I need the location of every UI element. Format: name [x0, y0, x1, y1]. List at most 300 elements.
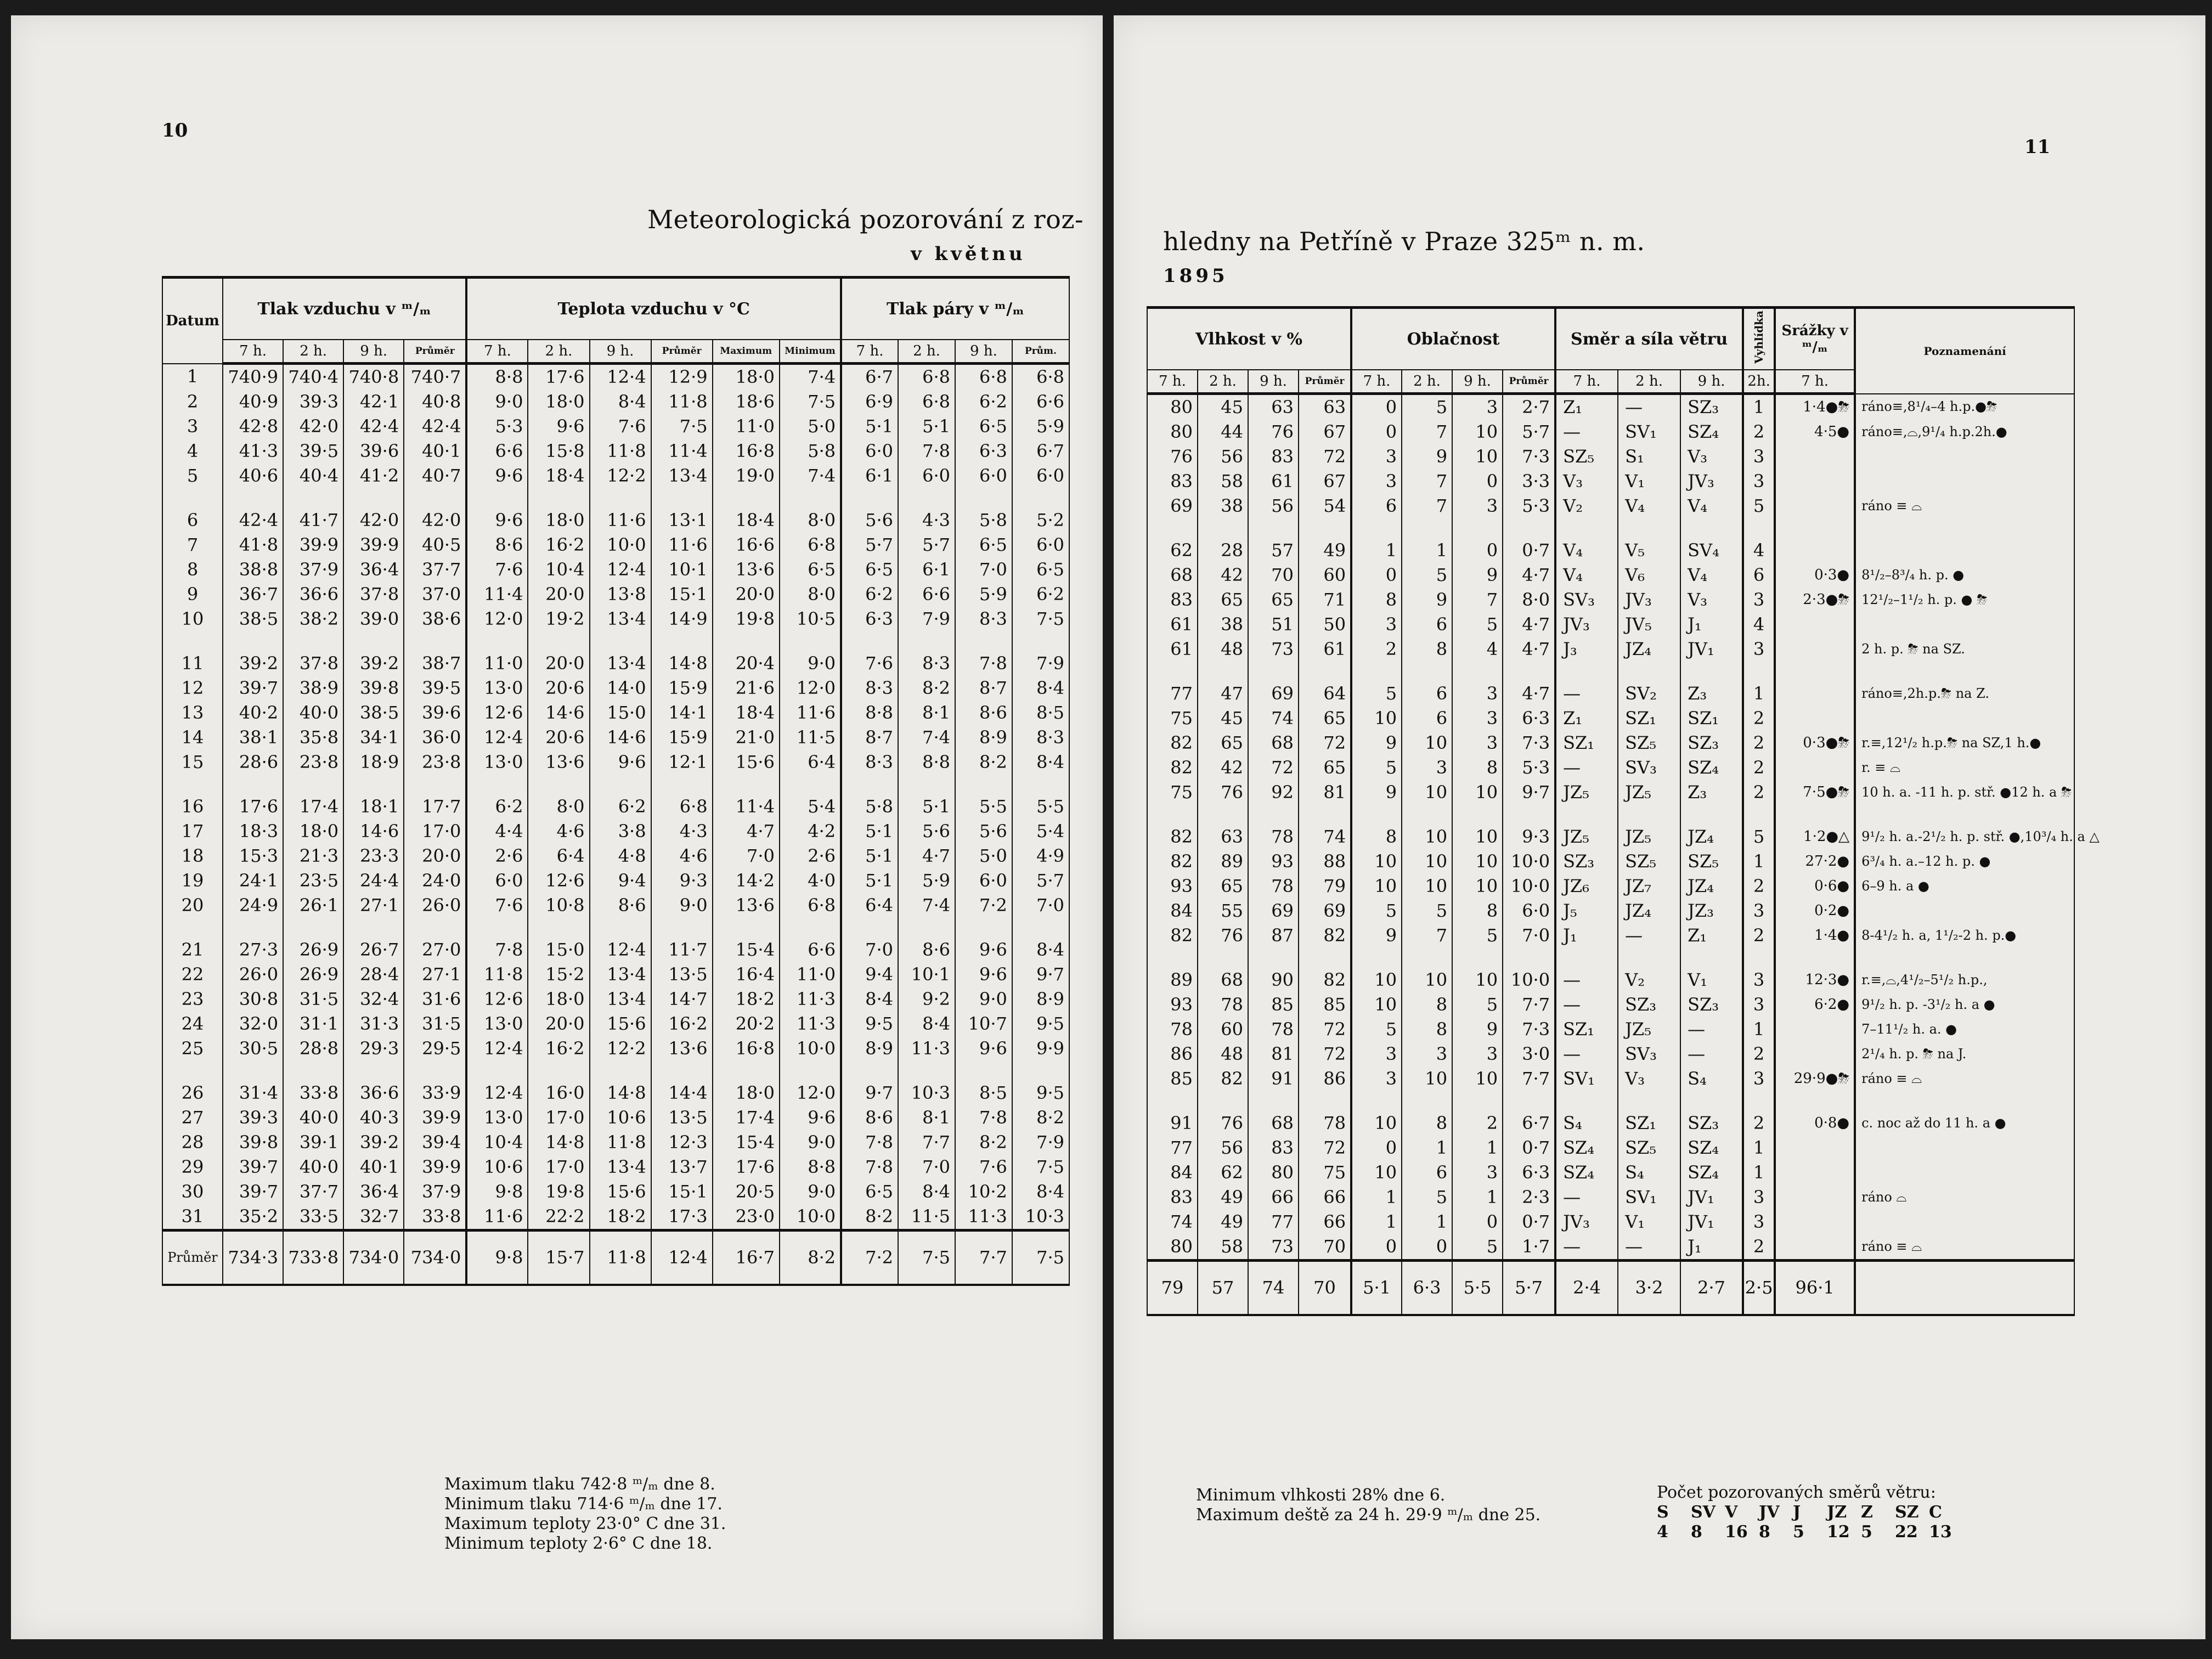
value-cell: 7·3 [1503, 731, 1555, 755]
value-cell: 9·6 [780, 1105, 841, 1130]
value-cell: 62 [1198, 1160, 1248, 1185]
value-cell: 9·0 [466, 390, 528, 414]
spacer-cell [651, 631, 713, 651]
value-cell: 39·7 [223, 676, 283, 701]
value-cell: 31·5 [283, 987, 343, 1012]
value-cell: 48 [1198, 637, 1248, 662]
value-cell: 9·6 [955, 1036, 1012, 1061]
day-cell: 5 [162, 464, 223, 488]
remark-cell: 2 h. p. ⛈ na SZ. [1855, 637, 2074, 662]
value-cell: 33·8 [283, 1081, 343, 1105]
value-cell: 10 [1402, 780, 1452, 805]
spacer-cell [283, 775, 343, 794]
value-cell: 40·5 [404, 533, 466, 557]
value-cell: 31·5 [404, 1012, 466, 1036]
value-cell: 5·6 [841, 508, 898, 533]
value-cell: 63 [1299, 394, 1351, 420]
value-cell: 76 [1248, 420, 1299, 444]
spacer-cell [955, 631, 1012, 651]
value-cell: 2·3 [1503, 1185, 1555, 1210]
value-cell: 10 [1452, 874, 1503, 899]
value-cell: 5·0 [780, 414, 841, 439]
value-cell: JZ₅ [1618, 780, 1680, 805]
average-cell: 5·5 [1452, 1261, 1503, 1316]
value-cell: 61 [1147, 637, 1198, 662]
value-cell: SZ₅ [1680, 849, 1743, 874]
value-cell: 6·8 [955, 364, 1012, 390]
value-cell: 12·0 [466, 607, 528, 631]
spacer-cell [898, 631, 955, 651]
subheader-2h: 2 h. [528, 340, 589, 364]
value-cell: 3 [1452, 494, 1503, 518]
value-cell: 10·3 [1012, 1204, 1069, 1231]
value-cell: 13·6 [528, 750, 589, 775]
value-cell: 8·0 [780, 582, 841, 607]
spacer-cell [1198, 805, 1248, 825]
value-cell: 15·3 [223, 844, 283, 868]
spacer-cell [1503, 518, 1555, 538]
value-cell: 17·3 [651, 1204, 713, 1231]
value-cell: 12·3 [651, 1130, 713, 1155]
value-cell: 9·6 [466, 508, 528, 533]
value-cell: 39·8 [343, 676, 404, 701]
value-cell: 10·0 [1503, 968, 1555, 992]
value-cell: 8·6 [898, 938, 955, 962]
value-cell: 92 [1248, 780, 1299, 805]
value-cell: 39·9 [283, 533, 343, 557]
average-cell: 11·8 [590, 1231, 651, 1285]
subheader-prumer: Průměr [1503, 370, 1555, 394]
subheader-prumer: Průměr [1299, 370, 1351, 394]
subheader-7h: 7 h. [1775, 370, 1855, 394]
value-cell: 5·1 [898, 414, 955, 439]
value-cell: 7·3 [1503, 1017, 1555, 1042]
value-cell: 14·8 [590, 1081, 651, 1105]
spacer-cell [223, 631, 283, 651]
value-cell: 5·3 [1503, 494, 1555, 518]
average-cell: 8·2 [780, 1231, 841, 1285]
value-cell: 8·7 [955, 676, 1012, 701]
spacer-cell [1299, 948, 1351, 968]
value-cell: 69 [1248, 899, 1299, 923]
value-cell: 1 [1402, 1210, 1452, 1234]
value-cell: SZ₅ [1618, 731, 1680, 755]
value-cell: 3 [1351, 469, 1402, 494]
value-cell: JZ₆ [1555, 874, 1618, 899]
value-cell: 13·4 [590, 607, 651, 631]
value-cell: 41·7 [283, 508, 343, 533]
precip-cell [1775, 706, 1855, 731]
spacer-cell [590, 775, 651, 794]
value-cell: V₄ [1555, 538, 1618, 563]
note-max-temp: Maximum teploty 23·0° C dne 31. [444, 1514, 726, 1533]
value-cell: 72 [1248, 755, 1299, 780]
year-subtitle: 1895 [1163, 265, 1228, 287]
precip-cell: 1·4● [1775, 923, 1855, 948]
value-cell: 57 [1248, 538, 1299, 563]
value-cell: 39·2 [343, 1130, 404, 1155]
value-cell: 10 [1351, 874, 1402, 899]
value-cell: 2 [1743, 706, 1775, 731]
value-cell: 11·5 [898, 1204, 955, 1231]
value-cell: V₃ [1680, 444, 1743, 469]
spacer-cell [1402, 948, 1452, 968]
value-cell: J₁ [1680, 1234, 1743, 1261]
value-cell: 10 [1452, 825, 1503, 849]
value-cell: 10 [1351, 849, 1402, 874]
wind-direction-count: 16 [1725, 1522, 1748, 1542]
value-cell: 8·6 [841, 1105, 898, 1130]
value-cell: 6 [1743, 563, 1775, 588]
table-row [1147, 637, 2074, 662]
value-cell: 17·4 [283, 794, 343, 819]
value-cell: 40·9 [223, 390, 283, 414]
average-row [162, 1231, 1069, 1285]
value-cell: 17·6 [713, 1155, 780, 1180]
spacer-cell [713, 775, 780, 794]
value-cell: SZ₃ [1618, 992, 1680, 1017]
value-cell: SV₃ [1618, 755, 1680, 780]
value-cell: 86 [1147, 1042, 1198, 1066]
value-cell: 12·1 [651, 750, 713, 775]
value-cell: 36·7 [223, 582, 283, 607]
value-cell: — [1555, 968, 1618, 992]
value-cell: 17·6 [223, 794, 283, 819]
value-cell: 6·8 [898, 364, 955, 390]
value-cell: 36·4 [343, 557, 404, 582]
value-cell: 13·5 [651, 1105, 713, 1130]
spacer-cell [651, 918, 713, 938]
value-cell: 30·5 [223, 1036, 283, 1061]
table-row [1147, 588, 2074, 612]
spacer-cell [528, 488, 589, 508]
value-cell: 5 [1351, 899, 1402, 923]
wind-direction-label: SV [1691, 1503, 1716, 1522]
spacer-cell [283, 631, 343, 651]
value-cell: 39·7 [223, 1155, 283, 1180]
value-cell: 70 [1299, 1234, 1351, 1261]
value-cell: V₁ [1618, 1210, 1680, 1234]
day-cell: 16 [162, 794, 223, 819]
value-cell: 20·0 [528, 651, 589, 676]
value-cell: 13·4 [590, 1155, 651, 1180]
value-cell: 40·6 [223, 464, 283, 488]
value-cell: JZ₅ [1555, 825, 1618, 849]
value-cell: 0 [1452, 469, 1503, 494]
remark-cell: ráno≡,2h.p.⛈ na Z. [1855, 681, 2074, 706]
value-cell: 14·8 [651, 651, 713, 676]
value-cell: 85 [1299, 992, 1351, 1017]
value-cell: 61 [1248, 469, 1299, 494]
page-number-left: 10 [162, 120, 188, 142]
value-cell: JZ₄ [1618, 899, 1680, 923]
value-cell: 7·0 [713, 844, 780, 868]
subheader-2h: 2 h. [1402, 370, 1452, 394]
value-cell: 26·9 [283, 962, 343, 987]
average-cell: 57 [1198, 1261, 1248, 1316]
header-precip: Srážky v ᵐ/ₘ [1775, 308, 1855, 370]
average-label: Průměr [162, 1231, 223, 1285]
spacer-cell [528, 775, 589, 794]
value-cell: 76 [1147, 444, 1198, 469]
value-cell: 5·1 [841, 414, 898, 439]
value-cell: 1 [1351, 1210, 1402, 1234]
spacer-cell [343, 1061, 404, 1081]
remark-cell [1855, 899, 2074, 923]
value-cell: 6·7 [1503, 1111, 1555, 1136]
value-cell: 90 [1248, 968, 1299, 992]
day-cell: 21 [162, 938, 223, 962]
value-cell: 9·0 [651, 893, 713, 918]
value-cell: 23·0 [713, 1204, 780, 1231]
value-cell: 38·5 [223, 607, 283, 631]
value-cell: 31·4 [223, 1081, 283, 1105]
spacer-cell [1299, 1091, 1351, 1111]
value-cell: 10·6 [466, 1155, 528, 1180]
precip-cell [1775, 1234, 1855, 1261]
value-cell: 4·4 [466, 819, 528, 844]
day-cell: 18 [162, 844, 223, 868]
remark-cell: 9¹/₂ h. a.-2¹/₂ h. p. stř. ●,10³/₄ h. a △ [1855, 825, 2074, 849]
value-cell: 1 [1743, 849, 1775, 874]
value-cell: 8·1 [898, 1105, 955, 1130]
spacer-cell [1775, 805, 1855, 825]
value-cell: 20·0 [528, 582, 589, 607]
value-cell: 2 [1743, 780, 1775, 805]
value-cell: S₄ [1555, 1111, 1618, 1136]
remark-cell: ráno ⌓ [1855, 1185, 2074, 1210]
remark-cell: 8-4¹/₂ h. a, 1¹/₂-2 h. p.● [1855, 923, 2074, 948]
value-cell: 8·2 [841, 1204, 898, 1231]
value-cell: 26·0 [223, 962, 283, 987]
value-cell: 13·4 [590, 962, 651, 987]
spacer-cell [1452, 1091, 1503, 1111]
table-row [162, 464, 1069, 488]
value-cell: 5·6 [898, 819, 955, 844]
value-cell: 72 [1299, 444, 1351, 469]
wind-direction-count: 5 [1793, 1522, 1804, 1542]
subheader-prum: Prům. [1012, 340, 1069, 364]
value-cell: 24·0 [404, 868, 466, 893]
value-cell: 15·8 [528, 439, 589, 464]
value-cell: 10 [1452, 420, 1503, 444]
spacer-cell [162, 775, 223, 794]
spacer-cell [223, 918, 283, 938]
spacer-cell [590, 488, 651, 508]
value-cell: 10·0 [780, 1036, 841, 1061]
value-cell: 6·0 [841, 439, 898, 464]
spacer-cell [162, 918, 223, 938]
value-cell: SZ₄ [1680, 420, 1743, 444]
spacer-cell [1775, 948, 1855, 968]
spacer-cell [162, 1061, 223, 1081]
spacer-cell [283, 1061, 343, 1081]
value-cell: 14·7 [651, 987, 713, 1012]
value-cell: 7 [1402, 469, 1452, 494]
value-cell: 83 [1147, 469, 1198, 494]
table-row [162, 938, 1069, 962]
spacer-cell [841, 1061, 898, 1081]
value-cell: 20·0 [713, 582, 780, 607]
value-cell: 39·2 [343, 651, 404, 676]
value-cell: SZ₁ [1618, 706, 1680, 731]
value-cell: SZ₁ [1680, 706, 1743, 731]
remark-cell: ráno≡,⌓,9¹/₄ h.p.2h.● [1855, 420, 2074, 444]
value-cell: 8·8 [898, 750, 955, 775]
spacer-cell [404, 775, 466, 794]
value-cell: 7·7 [1503, 1066, 1555, 1091]
spacer-cell [1680, 948, 1743, 968]
value-cell: 38·9 [283, 676, 343, 701]
value-cell: 6·8 [898, 390, 955, 414]
value-cell: 10·1 [651, 557, 713, 582]
value-cell: 6·8 [651, 794, 713, 819]
value-cell: Z₃ [1680, 780, 1743, 805]
value-cell: 49 [1198, 1185, 1248, 1210]
value-cell: 7·4 [780, 464, 841, 488]
value-cell: 27·0 [404, 938, 466, 962]
average-cell: 5·7 [1503, 1261, 1555, 1316]
value-cell: 4·0 [780, 868, 841, 893]
spacer-cell [1248, 948, 1299, 968]
value-cell: 0 [1351, 1234, 1402, 1261]
remark-cell: r.≡,12¹/₂ h.p.⛈ na SZ,1 h.● [1855, 731, 2074, 755]
header-temperature: Teplota vzduchu v °C [466, 278, 841, 340]
spacer-cell [1743, 1091, 1775, 1111]
value-cell: 4·6 [528, 819, 589, 844]
precip-cell: 0·6● [1775, 874, 1855, 899]
value-cell: 4·6 [651, 844, 713, 868]
value-cell: 11·4 [713, 794, 780, 819]
value-cell: 20·2 [713, 1012, 780, 1036]
spacer-cell [898, 775, 955, 794]
spacer-cell [343, 488, 404, 508]
value-cell: — [1555, 1234, 1618, 1261]
remark-cell: r. ≡ ⌓ [1855, 755, 2074, 780]
value-cell: 8·6 [466, 533, 528, 557]
header-humidity: Vlhkost v % [1147, 308, 1351, 370]
header-remarks: Poznamenání [1855, 308, 2074, 394]
day-cell: 20 [162, 893, 223, 918]
value-cell: 40·0 [283, 1155, 343, 1180]
value-cell: 1 [1402, 538, 1452, 563]
value-cell: 1 [1743, 394, 1775, 420]
spacer-cell [780, 1061, 841, 1081]
value-cell: V₄ [1618, 494, 1680, 518]
subheader-7h: 7 h. [1555, 370, 1618, 394]
table-row [1147, 1017, 2074, 1042]
average-cell: 5·1 [1351, 1261, 1402, 1316]
remark-cell: ráno≡,8¹/₄–4 h.p.●⛈ [1855, 394, 2074, 420]
spacer-cell [343, 918, 404, 938]
spacer-cell [528, 631, 589, 651]
value-cell: 11·6 [466, 1204, 528, 1231]
value-cell: 13·8 [590, 582, 651, 607]
value-cell: 7·2 [955, 893, 1012, 918]
subheader-7h: 7 h. [1351, 370, 1402, 394]
value-cell: 37·7 [404, 557, 466, 582]
value-cell: 3 [1452, 394, 1503, 420]
value-cell: 23·3 [343, 844, 404, 868]
value-cell: 18·0 [528, 987, 589, 1012]
spacer-cell [590, 1061, 651, 1081]
value-cell: 49 [1299, 538, 1351, 563]
value-cell: 6·2 [841, 582, 898, 607]
value-cell: 65 [1299, 706, 1351, 731]
value-cell: Z₃ [1680, 681, 1743, 706]
value-cell: 73 [1248, 1234, 1299, 1261]
average-cell: 7·5 [1012, 1231, 1069, 1285]
value-cell: 7·0 [955, 557, 1012, 582]
value-cell: 56 [1198, 444, 1248, 469]
value-cell: 28 [1198, 538, 1248, 563]
value-cell: 18·2 [590, 1204, 651, 1231]
value-cell: 32·4 [343, 987, 404, 1012]
value-cell: JZ₇ [1618, 874, 1680, 899]
spacer-cell [1351, 662, 1402, 681]
spacer-cell [343, 775, 404, 794]
day-cell: 10 [162, 607, 223, 631]
spacer-cell [223, 488, 283, 508]
value-cell: 5·9 [898, 868, 955, 893]
value-cell: 7 [1452, 588, 1503, 612]
subheader-2h: 2 h. [898, 340, 955, 364]
value-cell: V₄ [1680, 563, 1743, 588]
value-cell: 9·0 [780, 1130, 841, 1155]
value-cell: 11·3 [955, 1204, 1012, 1231]
value-cell: 8·9 [1012, 987, 1069, 1012]
average-cell: 70 [1299, 1261, 1351, 1316]
value-cell: 16·4 [713, 962, 780, 987]
remark-cell [1855, 444, 2074, 469]
value-cell: 11·5 [780, 725, 841, 750]
value-cell: 24·4 [343, 868, 404, 893]
value-cell: 740·4 [283, 364, 343, 390]
average-cell: 734·0 [404, 1231, 466, 1285]
value-cell: 42·4 [223, 508, 283, 533]
spacer-cell [223, 1061, 283, 1081]
value-cell: 6·2 [590, 794, 651, 819]
average-cell: 15·7 [528, 1231, 589, 1285]
remark-cell: 10 h. a. -11 h. p. stř. ●12 h. a ⛈ [1855, 780, 2074, 805]
value-cell: 6·0 [1503, 899, 1555, 923]
value-cell: 1 [1452, 1185, 1503, 1210]
spacer-cell [1452, 662, 1503, 681]
value-cell: 19·8 [713, 607, 780, 631]
value-cell: 36·4 [343, 1180, 404, 1204]
value-cell: 39·4 [404, 1130, 466, 1155]
spacer-cell [1402, 518, 1452, 538]
table-row [162, 390, 1069, 414]
spacer-cell [1855, 948, 2074, 968]
day-cell: 1 [162, 364, 223, 390]
value-cell: 23·8 [404, 750, 466, 775]
value-cell: 6·6 [898, 582, 955, 607]
average-cell: 7·7 [955, 1231, 1012, 1285]
remark-cell: r.≡,⌓,4¹/₂–5¹/₂ h.p., [1855, 968, 2074, 992]
value-cell: JZ₄ [1680, 825, 1743, 849]
value-cell: 11·0 [780, 962, 841, 987]
value-cell: 18·0 [528, 508, 589, 533]
header-vapor: Tlak páry v ᵐ/ₘ [841, 278, 1069, 340]
value-cell: 15·6 [713, 750, 780, 775]
precip-cell [1775, 681, 1855, 706]
spacer-cell [955, 1061, 1012, 1081]
value-cell: 76 [1198, 780, 1248, 805]
value-cell: 93 [1147, 874, 1198, 899]
value-cell: 83 [1147, 588, 1198, 612]
right-data-table [1147, 306, 2100, 1316]
